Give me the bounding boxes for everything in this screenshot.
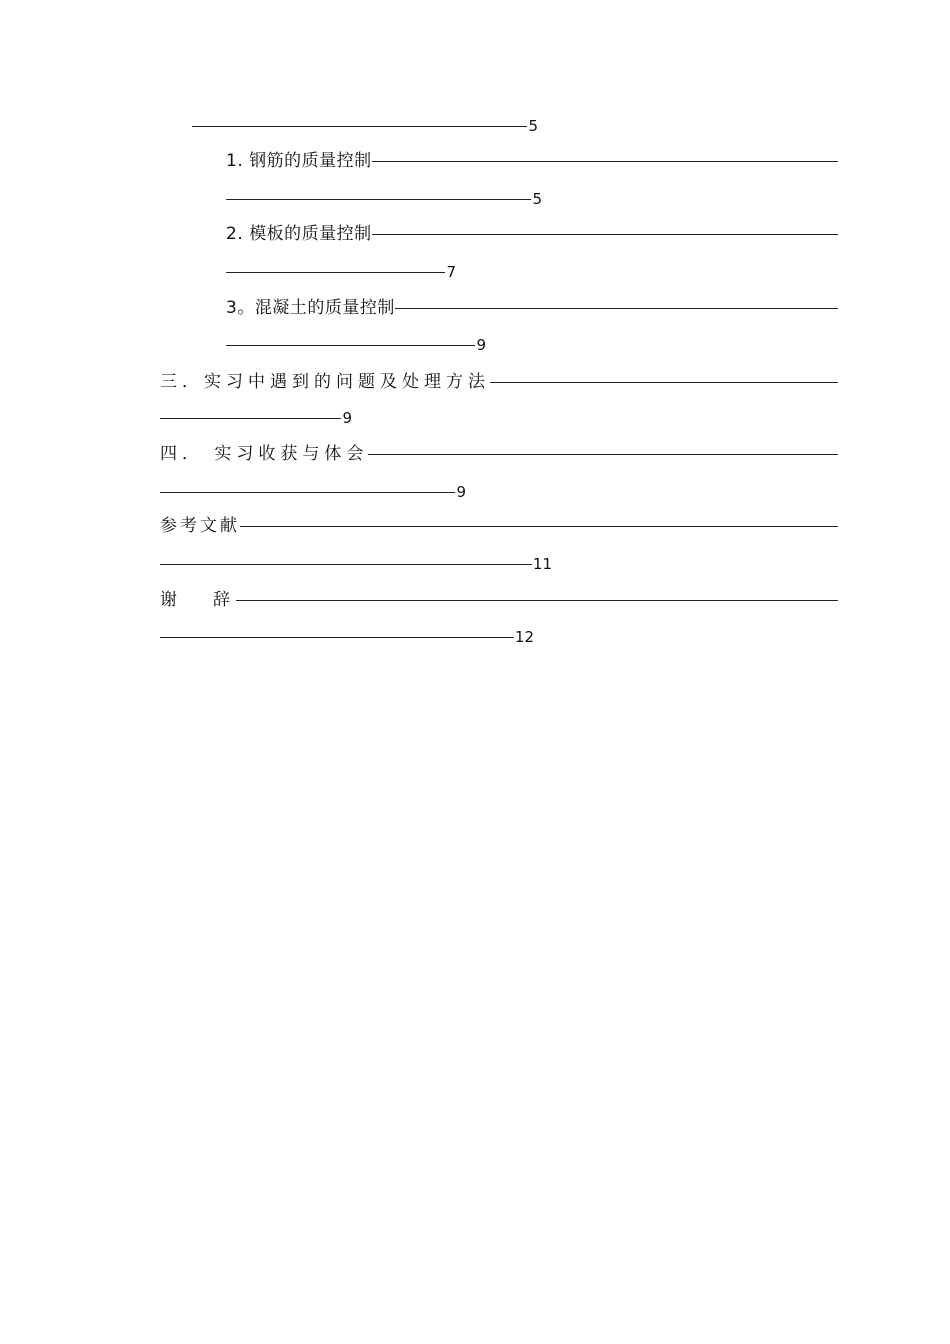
toc-leader-line	[226, 345, 475, 346]
toc-entry-label: 3。混凝土的质量控制	[226, 298, 395, 318]
toc-leader-line	[372, 234, 838, 235]
toc-page-number: 12	[514, 628, 534, 646]
toc-leader-line	[226, 199, 531, 200]
toc-entry-gains-reflections	[160, 442, 838, 466]
toc-entry-label: 参考文献	[160, 516, 240, 536]
toc-entry-label: 三．实习中遇到的问题及处理方法	[160, 372, 490, 392]
toc-entry-concrete-quality	[226, 296, 838, 320]
toc-entry-formwork-quality	[226, 222, 838, 246]
toc-entry-problems-solutions	[160, 370, 838, 394]
toc-entry-acknowledgements-page	[160, 625, 534, 649]
toc-entry-label: 1. 钢筋的质量控制	[226, 151, 372, 171]
toc-leader-line	[236, 600, 838, 601]
toc-leader-line	[226, 272, 445, 273]
toc-page-number: 7	[446, 263, 456, 281]
toc-page-number: 5	[532, 190, 542, 208]
toc-entry-rebar-quality	[226, 149, 838, 173]
toc-page-number: 9	[342, 409, 352, 427]
toc-page-number: 9	[476, 336, 486, 354]
toc-leader-line	[490, 382, 838, 383]
toc-entry-gains-reflections-page	[160, 480, 466, 504]
toc-leader-line	[192, 126, 527, 127]
toc-leader-line	[160, 637, 514, 638]
toc-leader-line	[240, 526, 838, 527]
toc-entry-acknowledgements	[160, 588, 838, 612]
toc-page-number: 5	[528, 117, 538, 135]
toc-entry-references-page	[160, 552, 552, 576]
toc-entry-label: 2. 模板的质量控制	[226, 224, 372, 244]
toc-entry-label: 四． 实习收获与体会	[160, 444, 369, 464]
toc-leader-line	[372, 161, 838, 162]
toc-entry-problems-solutions-page	[160, 406, 352, 430]
toc-entry-references	[160, 514, 838, 538]
toc-leader-line	[160, 492, 455, 493]
toc-leader-line	[160, 564, 532, 565]
toc-leader-line	[395, 308, 838, 309]
toc-leader-line	[368, 454, 838, 455]
toc-page-number: 11	[532, 555, 552, 573]
toc-entry-continuation-page-5	[192, 114, 538, 138]
toc-page-number: 9	[456, 483, 466, 501]
toc-leader-line	[160, 418, 341, 419]
toc-entry-label: 谢 辞	[160, 590, 231, 610]
toc-entry-rebar-quality-page	[226, 187, 542, 211]
toc-entry-formwork-quality-page	[226, 260, 456, 284]
toc-entry-concrete-quality-page	[226, 333, 486, 357]
